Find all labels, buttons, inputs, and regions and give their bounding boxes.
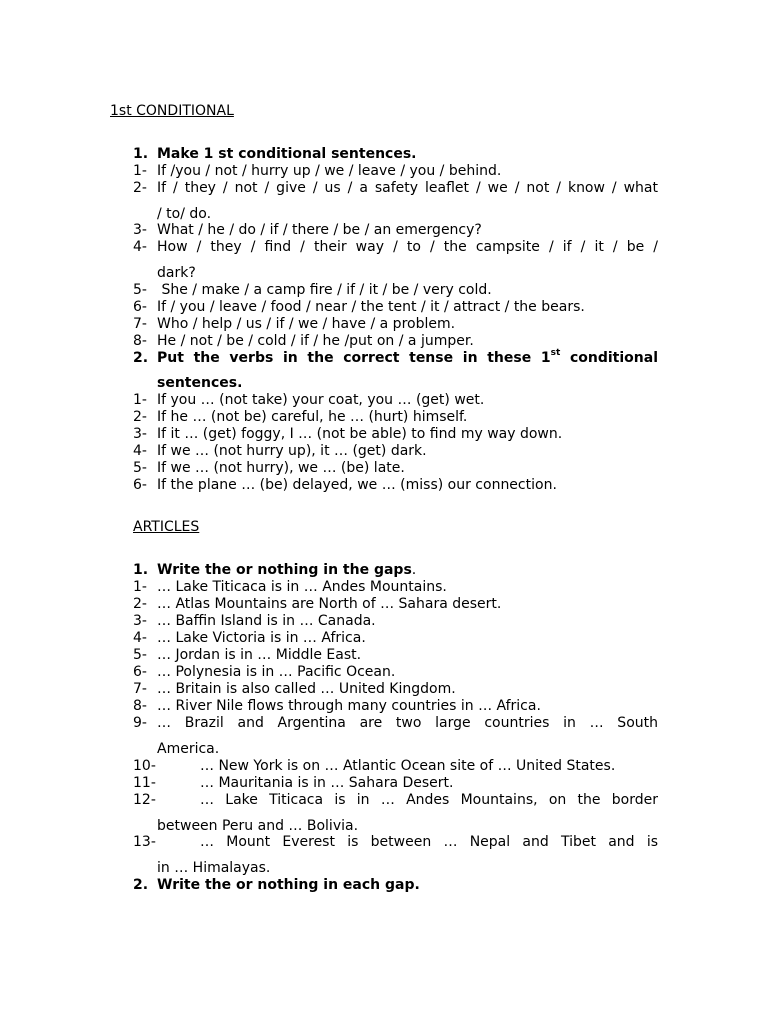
task-title: Write the or nothing in each gap. (157, 877, 420, 893)
item-text: What / he / do / if / there / be / an emergency? (157, 222, 482, 238)
item-number: 8- (133, 698, 147, 714)
item-text: … Britain is also called … United Kingdom. (157, 681, 456, 697)
item-text: … Mount Everest is between … Nepal and Tibet and is (200, 834, 658, 850)
item-text-continued: dark? (157, 265, 196, 281)
ordinal-superscript: st (550, 348, 561, 359)
item-text: … Brazil and Argentina are two large countries in … South (157, 715, 658, 731)
item-text: … Lake Titicaca is in … Andes Mountains, on the border (200, 792, 658, 808)
section-heading-conditional: 1st CONDITIONAL (110, 103, 234, 119)
item-number: 3- (133, 613, 147, 629)
item-number: 7- (133, 681, 147, 697)
item-text: If it … (get) foggy, I … (not be able) to find my way down. (157, 426, 563, 442)
item-text: If / you / leave / food / near / the tent / it / attract / the bears. (157, 299, 585, 315)
item-number: 6- (133, 664, 147, 680)
task-number: 1. (133, 562, 149, 578)
item-number: 10- (133, 758, 156, 774)
task-number: 2. (133, 877, 149, 893)
item-number: 11- (133, 775, 156, 791)
item-number: 9- (133, 715, 147, 731)
task-title (157, 350, 658, 367)
task-title-bold: Write the or nothing in the gaps (157, 562, 412, 578)
task-title: Make 1 st conditional sentences. (157, 146, 417, 162)
item-number: 5- (133, 282, 147, 298)
item-text: … Lake Victoria is in … Africa. (157, 630, 366, 646)
item-text: He / not / be / cold / if / he /put on / a jumper. (157, 333, 474, 349)
item-number: 7- (133, 316, 147, 332)
item-text-continued: America. (157, 741, 220, 757)
item-number: 2- (133, 409, 147, 425)
item-text-continued: / to/ do. (157, 206, 212, 222)
task-number: 1. (133, 146, 149, 162)
item-text: … New York is on … Atlantic Ocean site of … United States. (200, 758, 616, 774)
item-text-continued: in … Himalayas. (157, 860, 271, 876)
item-number: 6- (133, 477, 147, 493)
item-text: … Lake Titicaca is in … Andes Mountains. (157, 579, 447, 595)
item-text: … Polynesia is in … Pacific Ocean. (157, 664, 396, 680)
item-text: … Jordan is in … Middle East. (157, 647, 362, 663)
item-number: 13- (133, 834, 156, 850)
item-number: 4- (133, 630, 147, 646)
task-number: 2. (133, 350, 149, 366)
item-text: If we … (not hurry up), it … (get) dark. (157, 443, 427, 459)
task-title-tail: . (411, 562, 417, 578)
item-number: 3- (133, 222, 147, 238)
item-number: 2- (133, 596, 147, 612)
item-text: If he … (not be) careful, he … (hurt) himself. (157, 409, 468, 425)
item-text: If / they / not / give / us / a safety leaflet / we / not / know / what (157, 180, 658, 196)
item-text: … Atlas Mountains are North of … Sahara desert. (157, 596, 502, 612)
task-title-part: conditional (560, 350, 658, 366)
item-text: She / make / a camp fire / if / it / be / very cold. (157, 282, 492, 298)
item-number: 5- (133, 647, 147, 663)
item-number: 1- (133, 163, 147, 179)
item-number: 1- (133, 392, 147, 408)
item-number: 1- (133, 579, 147, 595)
item-text: … River Nile flows through many countries in … Africa. (157, 698, 541, 714)
item-number: 2- (133, 180, 147, 196)
item-number: 8- (133, 333, 147, 349)
task-title-part: Put the verbs in the correct tense in these 1 (157, 350, 551, 366)
item-text: … Baffin Island is in … Canada. (157, 613, 376, 629)
item-text: Who / help / us / if / we / have / a problem. (157, 316, 456, 332)
item-number: 3- (133, 426, 147, 442)
item-text: If you … (not take) your coat, you … (get) wet. (157, 392, 485, 408)
item-text: If the plane … (be) delayed, we … (miss) our connection. (157, 477, 557, 493)
item-text: If /you / not / hurry up / we / leave / you / behind. (157, 163, 502, 179)
task-title-continued: sentences. (157, 375, 243, 391)
task-title (157, 562, 416, 579)
item-number: 4- (133, 239, 147, 255)
item-number: 12- (133, 792, 156, 808)
section-heading-articles: ARTICLES (133, 519, 200, 535)
item-text: If we … (not hurry), we … (be) late. (157, 460, 405, 476)
item-number: 6- (133, 299, 147, 315)
item-text-continued: between Peru and … Bolivia. (157, 818, 359, 834)
item-text: How / they / find / their way / to / the campsite / if / it / be / (157, 239, 658, 255)
item-number: 4- (133, 443, 147, 459)
item-number: 5- (133, 460, 147, 476)
item-text: … Mauritania is in … Sahara Desert. (200, 775, 454, 791)
